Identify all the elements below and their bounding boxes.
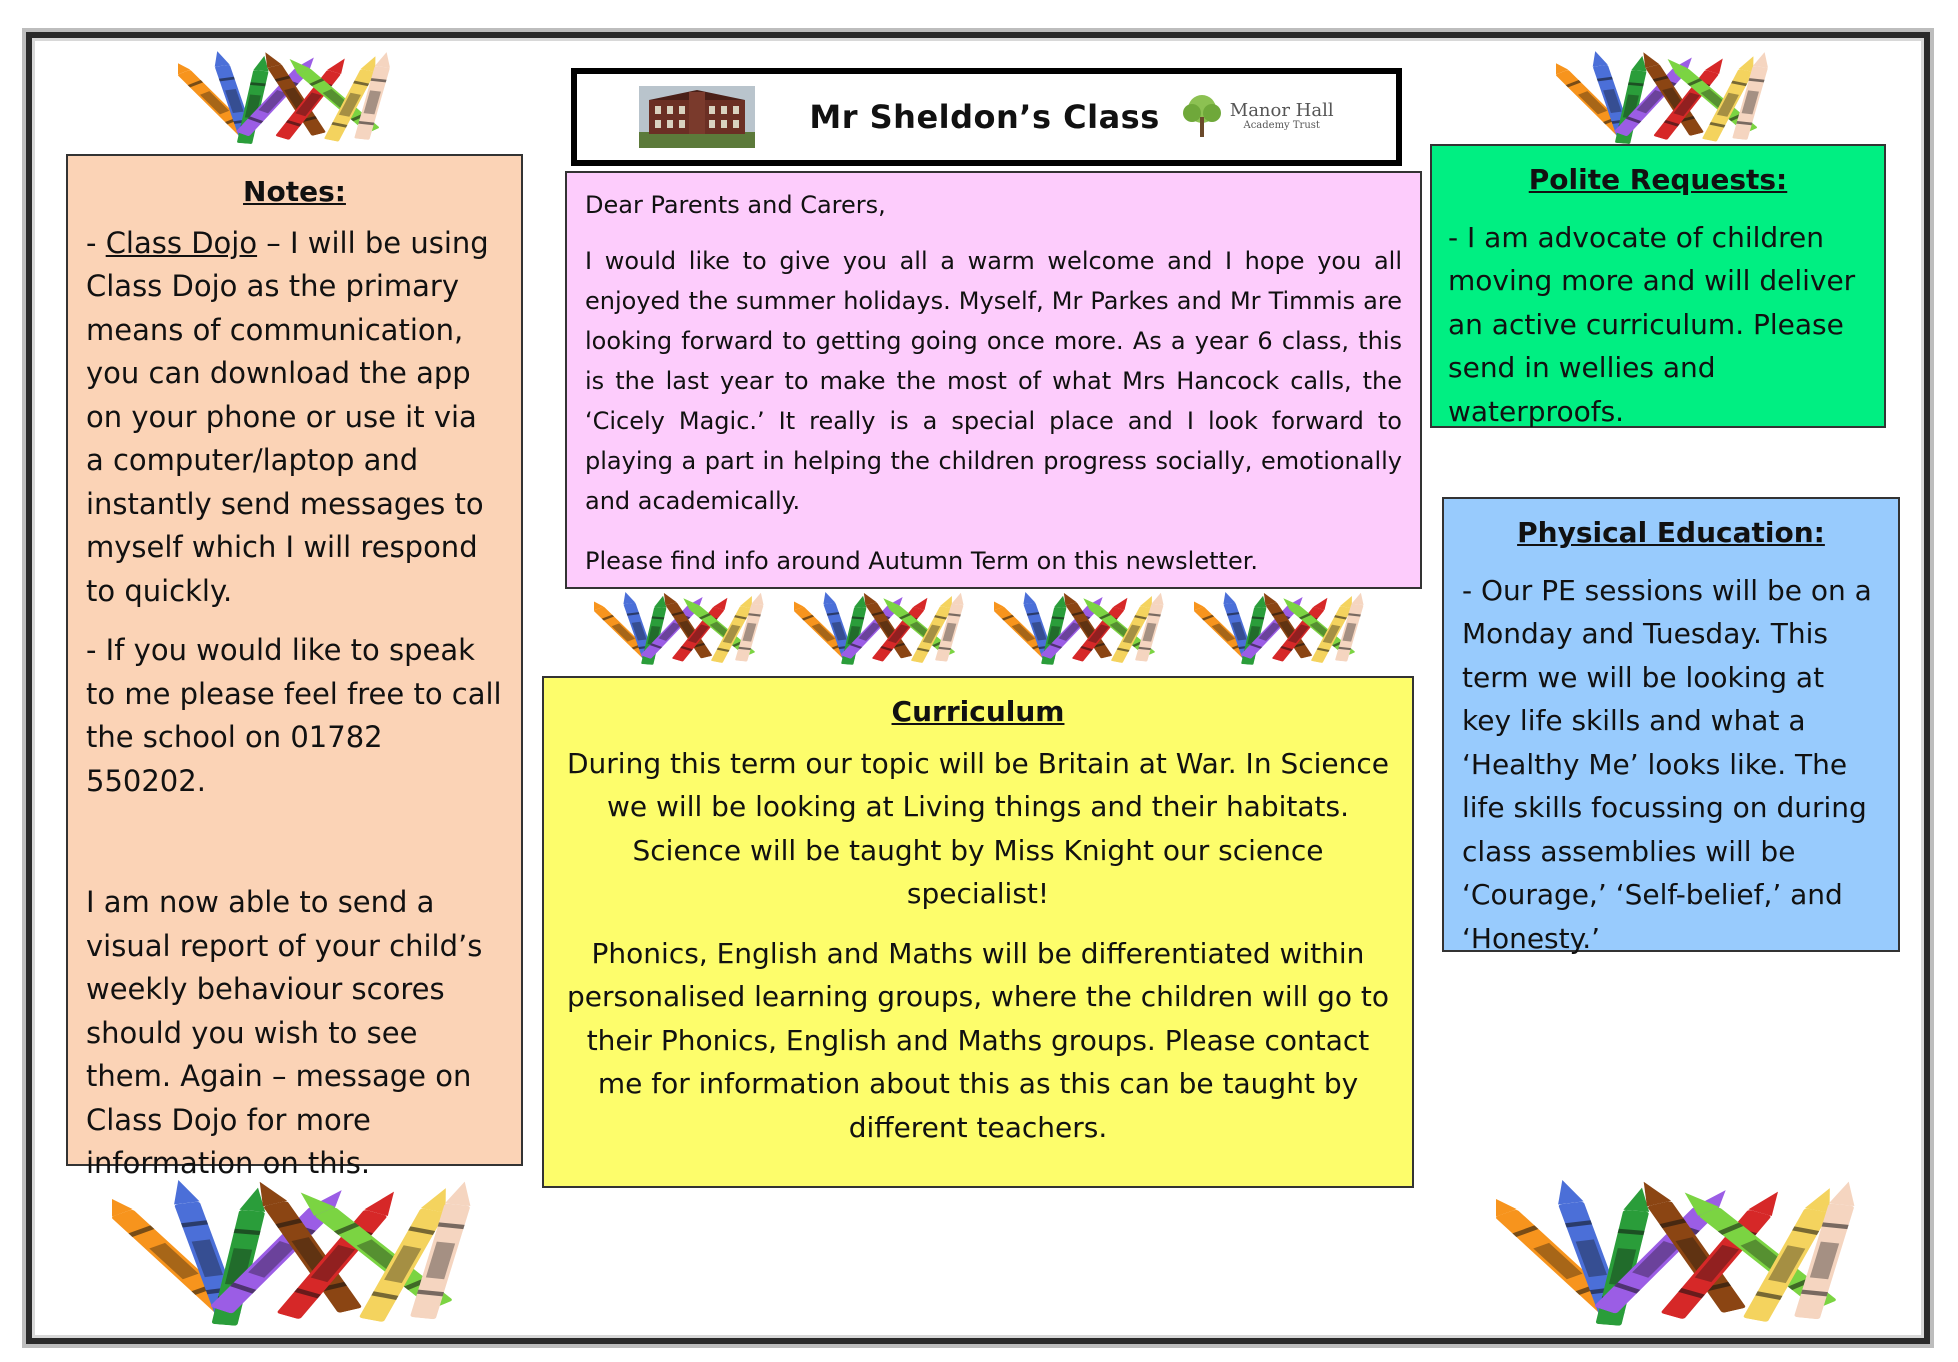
letter-closing: Please find info around Autumn Term on this newsletter. [585, 547, 1258, 575]
crayon-cluster-icon [594, 588, 770, 668]
letter-greeting: Dear Parents and Carers, [585, 191, 886, 219]
curriculum-heading: Curriculum [891, 695, 1065, 728]
crayon-cluster-icon [178, 46, 398, 148]
notes-panel [66, 154, 523, 1180]
pe-heading: Physical Education: [1517, 516, 1825, 549]
crayon-cluster-icon [794, 588, 970, 668]
physical-education-panel [1442, 497, 1900, 955]
trust-logo [1180, 93, 1334, 141]
curriculum-panel [542, 676, 1414, 1188]
polite-requests-heading: Polite Requests: [1528, 163, 1788, 196]
welcome-letter [565, 171, 1422, 589]
notes-paragraph-report: I am now able to send a visual report of your child’s weekly behaviour scores should you wish to see them. Again – message on Class Dojo for more information on this. [86, 885, 483, 1180]
logo-name: Manor Hall [1229, 100, 1334, 122]
class-dojo-link: Class Dojo [105, 225, 258, 260]
pe-text: - Our PE sessions will be on a Monday and Tuesday. This term we will be looking at key life skills and what a ‘Healthy Me’ looks like. The life skills focussing on during class assemblies will be ‘Courage,’ ‘Self-belief,’ and ‘Honesty.’ [1462, 573, 1872, 955]
notes-heading: Notes: [243, 175, 346, 208]
crayon-cluster-icon [1556, 46, 1776, 148]
curriculum-topic-text: During this term our topic will be Britain at War. In Science we will be looking at Living things and their habitats. Science will be taught by Miss Knight our science specialist! [566, 746, 1390, 910]
notes-dash: - [86, 225, 106, 260]
school-building-image [639, 86, 755, 148]
letter-body: I would like to give you all a warm welcome and I hope you all enjoyed the summer holidays. Myself, Mr Parkes and Mr Timmis are looking forward to getting going once more. As a year 6 class, this is the last year to make the most of what Mrs Hancock calls, the ‘Cicely Magic.’ It really is a special place and I look forward to playing a part in helping the children progress socially, emotionally and academically. [585, 247, 1402, 515]
crayon-cluster-icon [1496, 1172, 1868, 1332]
logo-subtitle: Academy Trust [1243, 120, 1320, 132]
notes-dojo-text: – I will be using Class Dojo as the primary means of communication, you can download the app on your phone or use it via a computer/laptop and instantly send messages to myself which I will respond to quickly. [86, 225, 489, 608]
title-banner [571, 68, 1402, 166]
tree-logo-icon [1180, 93, 1224, 141]
polite-requests-text: - I am advocate of children moving more and will deliver an active curriculum. Please send in wellies and waterproofs. [1448, 220, 1856, 428]
notes-paragraph-contact: - If you would like to speak to me please feel free to call the school on 01782 550202. [86, 633, 502, 798]
notes-paragraph-dojo [86, 222, 503, 614]
crayon-cluster-icon [1194, 588, 1370, 668]
curriculum-groups-text: Phonics, English and Maths will be differentiated within personalised learning groups, where the children will go to their Phonics, English and Maths groups. Please contact me for information about this as this can be taught by different teachers. [566, 936, 1390, 1144]
polite-requests-panel [1430, 144, 1886, 428]
crayon-cluster-icon [994, 588, 1170, 668]
crayon-cluster-icon [112, 1172, 484, 1332]
page-title: Mr Sheldon’s Class [809, 98, 1160, 136]
